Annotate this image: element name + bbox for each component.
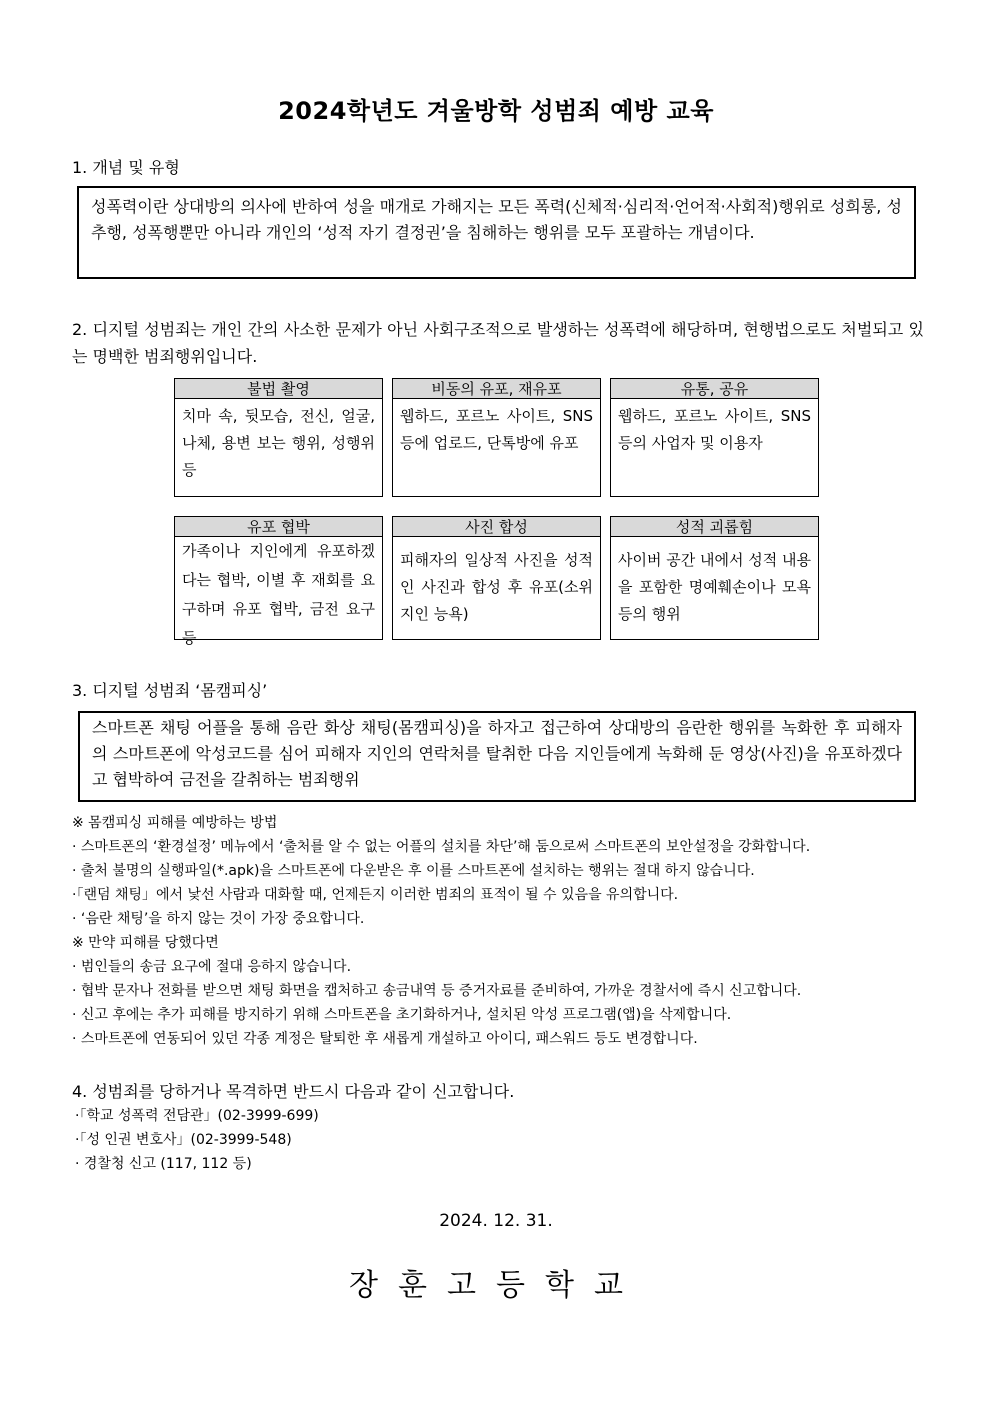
section1-heading: 1. 개념 및 유형: [72, 158, 180, 177]
contact-line: ·「성 인권 변호사」(02-3999-548): [75, 1132, 292, 1148]
contact-line: · 경찰청 신고 (117, 112 등): [75, 1156, 252, 1172]
card-text: 웹하드, 포르노 사이트, SNS 등에 업로드, 단톡방에 유포: [392, 399, 601, 497]
card-title: 사진 합성: [392, 516, 601, 537]
school-name: 장훈고등학교: [349, 1268, 643, 1303]
note-line: · 신고 후에는 추가 피해를 방지하기 위해 스마트폰을 초기화하거나, 설치된 악성 프로그램(앱)을 삭제합니다.: [72, 1007, 732, 1023]
note-line: · 협박 문자나 전화를 받으면 채팅 화면을 캡처하고 송금내역 등 증거자료를 준비하여, 가까운 경찰서에 즉시 신고합니다.: [72, 983, 802, 999]
card-threat-to-share: [174, 516, 383, 647]
card-sexual-harassment: [610, 516, 819, 640]
card-illegal-filming: [174, 378, 383, 497]
note-line: · 스마트폰에 연동되어 있던 각종 계정은 탈퇴한 후 새롭게 개설하고 아이디, 패스워드 등도 변경합니다.: [72, 1031, 698, 1047]
card-title: 비동의 유포, 재유포: [392, 378, 601, 399]
prevention-notes: [72, 811, 952, 1051]
section2-heading: 2. 디지털 성범죄는 개인 간의 사소한 문제가 아닌 사회구조적으로 발생하는 성폭력에 해당하며, 현행법으로도 처벌되고 있는 명백한 범죄행위입니다.: [72, 320, 924, 366]
momcam-phishing-box: 스마트폰 채팅 어플을 통해 음란 화상 채팅(몸캠피싱)을 하자고 접근하여 상대방의 음란한 행위를 녹화한 후 피해자의 스마트폰에 악성코드를 심어 피해자 지인의 연락처를 탈취한 다음 지인들에게 녹화해 둔 영상(사진)을 유포하겠다고 협박하여 금전을 갈취하는 범죄행위: [78, 711, 916, 802]
card-title: 성적 괴롭힘: [610, 516, 819, 537]
card-text: 가족이나 지인에게 유포하겠다는 협박, 이별 후 재회를 요구하며 유포 협박, 금전 요구 등: [174, 537, 383, 640]
card-text: 웹하드, 포르노 사이트, SNS 등의 사업자 및 이용자: [610, 399, 819, 497]
card-distribution: [610, 378, 819, 497]
note-line: ※ 만약 피해를 당했다면: [72, 935, 219, 951]
note-line: ·「랜덤 채팅」에서 낯선 사람과 대화할 때, 언제든지 이러한 범죄의 표적이 될 수 있음을 유의합니다.: [72, 887, 679, 903]
card-title: 불법 촬영: [174, 378, 383, 399]
card-title: 유포 협박: [174, 516, 383, 537]
note-line: ※ 몸캠피싱 피해를 예방하는 방법: [72, 815, 278, 831]
note-line: · 출처 불명의 실행파일(*.apk)을 스마트폰에 다운받은 후 이를 스마트폰에 설치하는 행위는 절대 하지 않습니다.: [72, 863, 755, 879]
definition-box: 성폭력이란 상대방의 의사에 반하여 성을 매개로 가해지는 모든 폭력(신체적·심리적·언어적·사회적)행위로 성희롱, 성추행, 성폭행뿐만 아니라 개인의 ‘성적 자기 결정권’을 침해하는 행위를 모두 포괄하는 개념이다.: [77, 186, 916, 279]
report-contacts: [75, 1104, 319, 1176]
card-text: 피해자의 일상적 사진을 성적인 사진과 합성 후 유포(소위 지인 능욕): [392, 537, 601, 640]
note-line: · ‘음란 채팅’을 하지 않는 것이 가장 중요합니다.: [72, 911, 365, 927]
card-photo-synthesis: [392, 516, 601, 640]
document-date: 2024. 12. 31.: [439, 1211, 553, 1231]
note-line: · 스마트폰의 ‘환경설정’ 메뉴에서 ‘출처를 알 수 없는 어플의 설치를 차단’해 둠으로써 스마트폰의 보안설정을 강화합니다.: [72, 839, 811, 855]
card-nonconsensual-sharing: [392, 378, 601, 497]
card-title: 유통, 공유: [610, 378, 819, 399]
card-text: 사이버 공간 내에서 성적 내용을 포함한 명예훼손이나 모욕 등의 행위: [610, 537, 819, 640]
section3-heading: 3. 디지털 성범죄 ‘몸캠피싱’: [72, 681, 268, 700]
card-text: 치마 속, 뒷모습, 전신, 얼굴, 나체, 용변 보는 행위, 성행위 등: [174, 399, 383, 497]
contact-line: ·「학교 성폭력 전담관」(02-3999-699): [75, 1108, 319, 1124]
section4-heading: 4. 성범죄를 당하거나 목격하면 반드시 다음과 같이 신고합니다.: [72, 1082, 515, 1101]
note-line: · 범인들의 송금 요구에 절대 응하지 않습니다.: [72, 959, 352, 975]
document-title: 2024학년도 겨울방학 성범죄 예방 교육: [278, 97, 714, 125]
